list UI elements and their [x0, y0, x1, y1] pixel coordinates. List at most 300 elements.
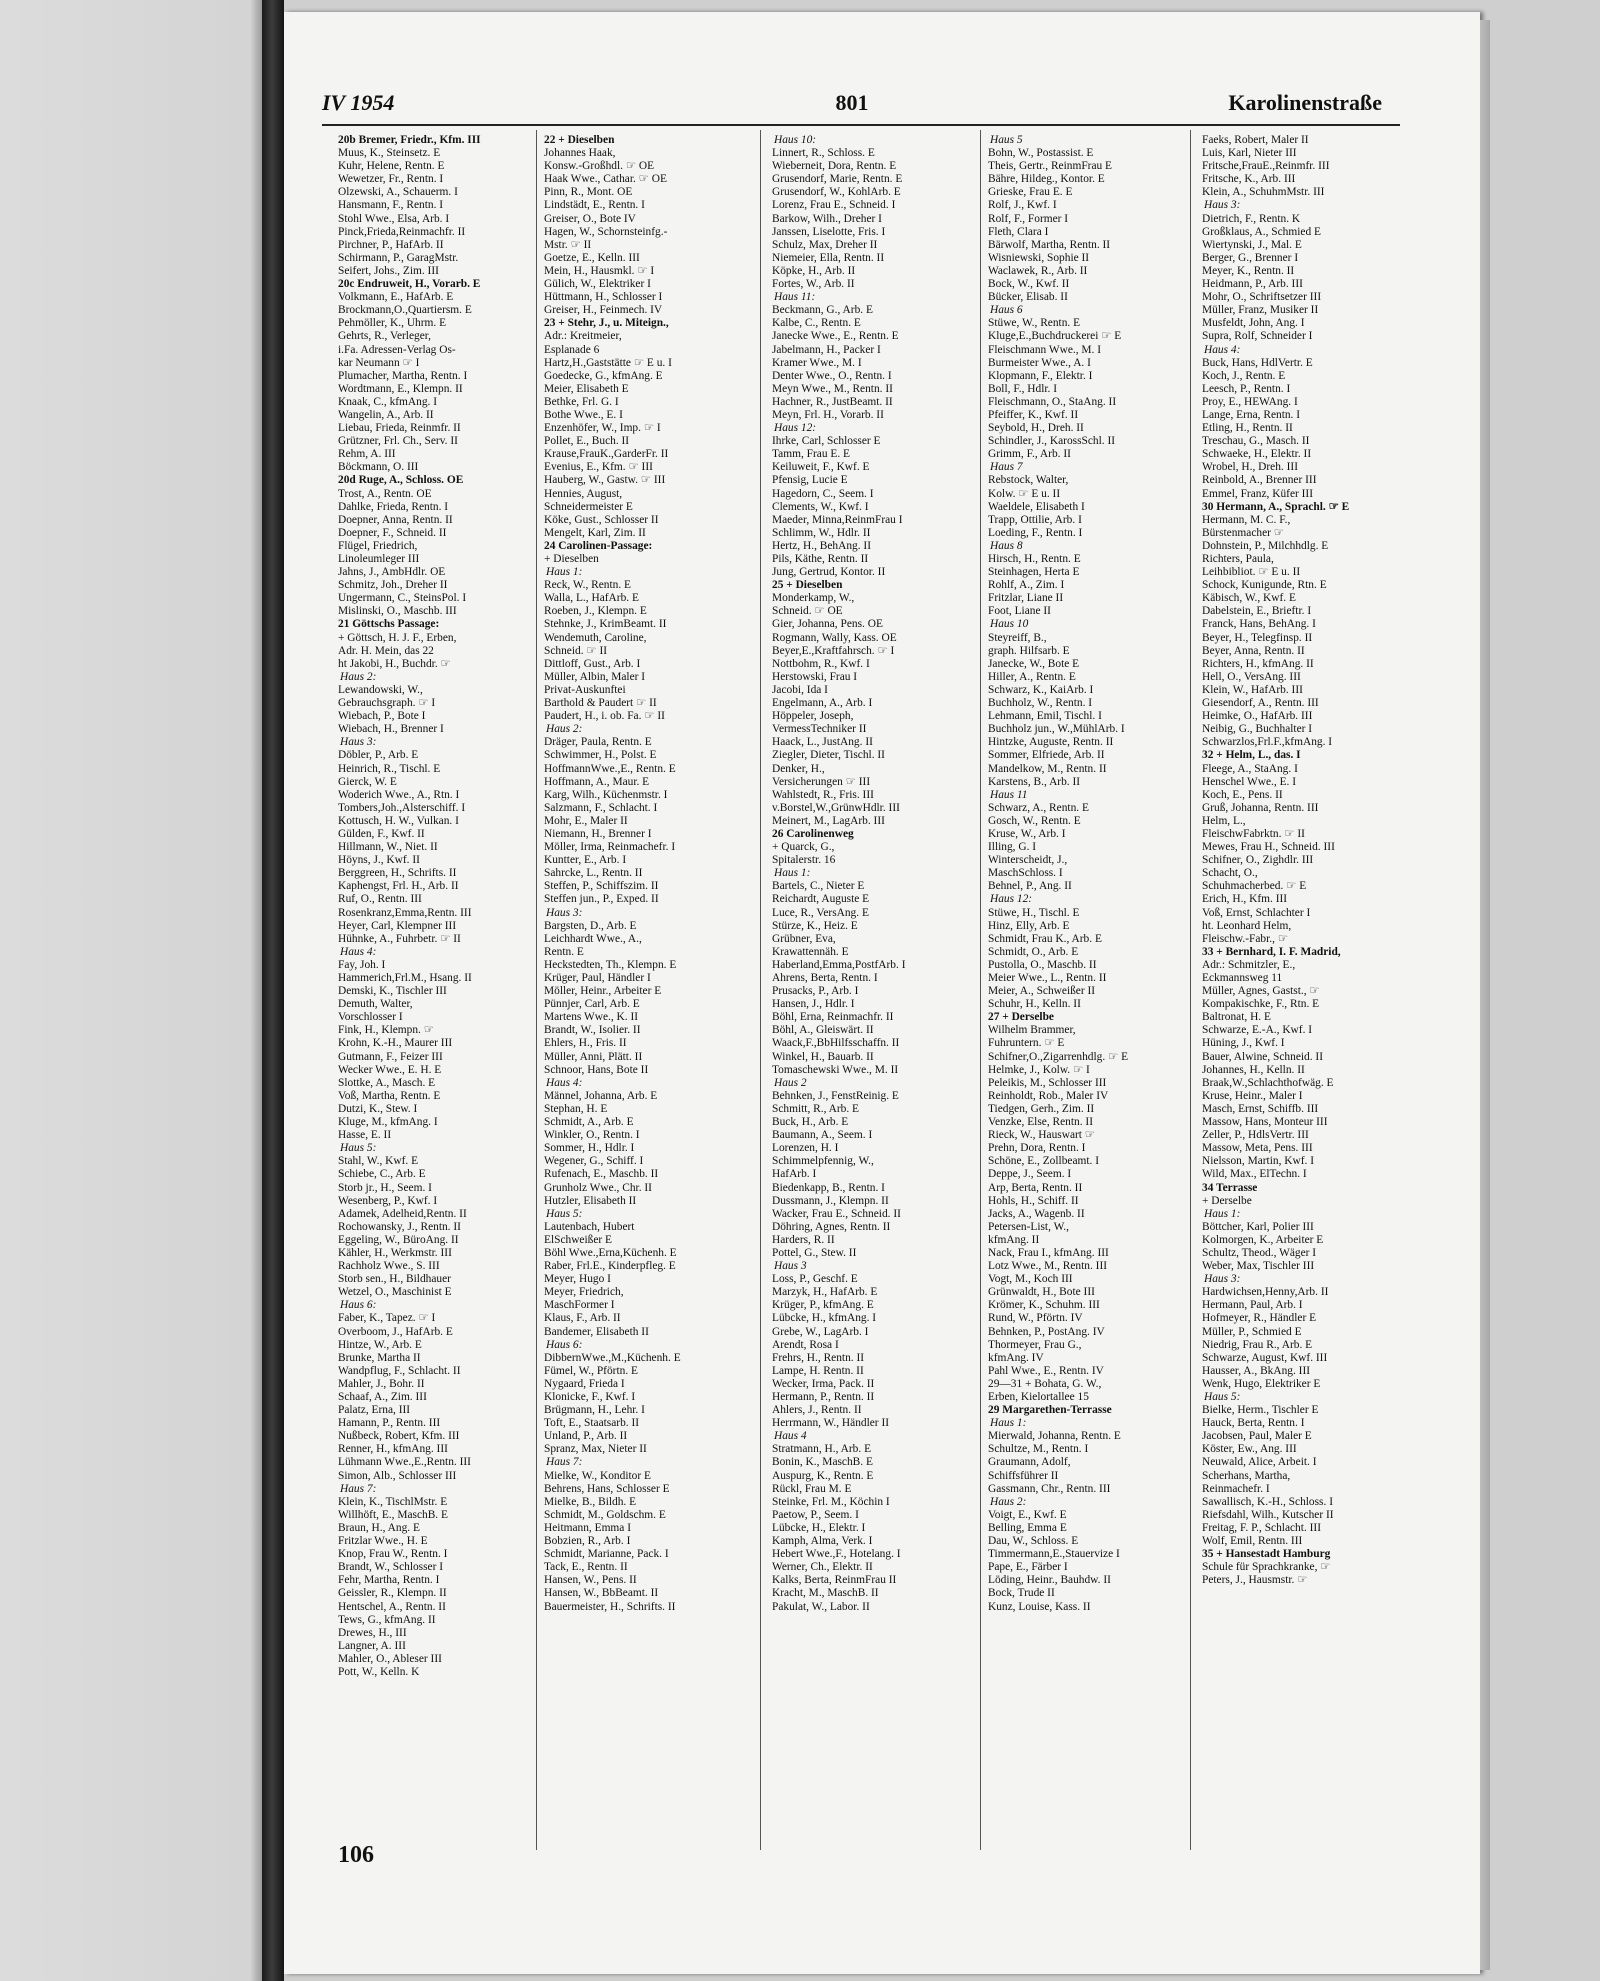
directory-entry: Höppeler, Joseph,	[772, 710, 854, 723]
directory-entry: Hintzke, Auguste, Rentn. II	[988, 736, 1114, 749]
directory-entry: Keiluweit, F., Kwf. E	[772, 461, 870, 474]
directory-entry: Rachholz Wwe., S. III	[338, 1260, 440, 1273]
directory-entry: Böckmann, O. III	[338, 461, 419, 474]
directory-entry: MaschFormer I	[544, 1299, 615, 1312]
directory-entry: Reinbold, A., Brenner III	[1202, 474, 1317, 487]
directory-entry: VermessTechniker II	[772, 723, 867, 736]
directory-entry: Mielke, W., Konditor E	[544, 1469, 651, 1482]
directory-entry: Dussmann, J., Klempn. II	[772, 1194, 889, 1207]
directory-entry: Koch, E., Pens. II	[1202, 788, 1283, 801]
directory-entry: Bock, Trude II	[988, 1587, 1055, 1600]
directory-entry: Pinck,Frieda,Reinmachfr. II	[338, 225, 466, 238]
directory-entry: HafArb. I	[772, 1168, 817, 1181]
directory-entry: Bobzien, R., Arb. I	[544, 1535, 631, 1548]
house-subheading: Haus 4	[774, 1430, 807, 1443]
header-rule	[322, 124, 1400, 126]
directory-entry: Engelmann, A., Arb. I	[772, 697, 873, 710]
directory-entry: Reinholdt, Rob., Maler IV	[988, 1089, 1109, 1102]
directory-entry: Krause,FrauK.,GarderFr. II	[544, 448, 669, 461]
directory-entry: Pustolla, O., Maschb. II	[988, 958, 1097, 971]
directory-entry: Denker, H.,	[772, 762, 825, 775]
directory-entry: Gülich, W., Elektriker I	[544, 278, 651, 291]
directory-entry: Wrobel, H., Dreh. III	[1202, 461, 1299, 474]
directory-entry: Maeder, Minna,ReinmFrau I	[772, 513, 903, 526]
directory-entry: Jacobi, Ida I	[772, 683, 828, 696]
directory-entry: Krüger, Paul, Händler I	[544, 972, 651, 984]
directory-entry: Gosch, W., Rentn. E	[988, 814, 1081, 827]
directory-entry: Hintze, W., Arb. E	[338, 1338, 422, 1351]
directory-entry: Lewandowski, W.,	[338, 683, 423, 696]
directory-entry: DibbernWwe.,M.,Küchenh. E	[544, 1351, 681, 1364]
directory-entry: Mstr. ☞ II	[544, 238, 592, 251]
directory-entry: Konsw.-Großhdl. ☞ OE	[544, 160, 655, 173]
directory-entry: Gierck, W. E	[338, 775, 397, 788]
directory-entry: Ungermann, C., SteinsPol. I	[338, 592, 467, 605]
directory-entry: Männel, Johanna, Arb. E	[544, 1089, 658, 1102]
directory-entry: Fleth, Clara I	[988, 225, 1049, 238]
directory-entry: Supra, Rolf, Schneider I	[1202, 330, 1313, 343]
directory-entry: HoffmannWwe.,E., Rentn. E	[544, 762, 676, 775]
directory-entry: Wiebach, P., Bote I	[338, 710, 426, 723]
directory-entry: Brandt, W., Schlosser I	[338, 1561, 444, 1574]
directory-entry: Kluge, M., kfmAng. I	[338, 1116, 438, 1129]
directory-entry: Mislinski, O., Maschb. III	[338, 605, 457, 618]
directory-entry: Behrens, Hans, Schlosser E	[544, 1482, 670, 1495]
directory-entry: Kluge,E.,Buchdruckerei ☞ E	[988, 330, 1122, 343]
directory-entry: ht Jakobi, H., Buchdr. ☞	[338, 657, 451, 670]
directory-entry: Denter Wwe., O., Rentn. I	[772, 369, 892, 382]
directory-entry: Köster, Ew., Ang. III	[1202, 1443, 1297, 1456]
directory-entry: Rentn. E	[544, 945, 584, 958]
directory-entry: Löding, Heinr., Bauhdw. II	[988, 1574, 1111, 1587]
directory-entry: Weber, Max, Tischler III	[1202, 1260, 1315, 1273]
directory-entry: Fehr, Martha, Rentn. I	[338, 1574, 440, 1587]
directory-entry: Fritzlar Wwe., H. E	[338, 1535, 428, 1548]
directory-entry: Faeks, Robert, Maler II	[1202, 134, 1309, 146]
directory-entry: Baumann, A., Seem. I	[772, 1129, 873, 1142]
directory-entry: Böhl, Erna, Reinmachfr. II	[772, 1011, 894, 1024]
directory-entry: Pfeiffer, K., Kwf. II	[988, 408, 1079, 421]
directory-entry: Raber, Frl.E., Kinderpfleg. E	[544, 1260, 676, 1273]
directory-entry: Fleischw.-Fabr., ☞	[1202, 932, 1289, 945]
directory-entry: kar Neumann ☞ I	[338, 356, 420, 369]
directory-entry: Schaaf, A., Zim. III	[338, 1391, 427, 1403]
directory-entry: Knop, Frau W., Rentn. I	[338, 1548, 448, 1561]
directory-entry: Muus, K., Steinsetz. E	[338, 147, 441, 160]
directory-entry: Pils, Käthe, Rentn. II	[772, 553, 869, 565]
house-subheading: Haus 1:	[990, 1417, 1027, 1430]
directory-entry: Grübner, Eva,	[772, 932, 836, 945]
directory-entry: Johannes Haak,	[544, 147, 616, 160]
directory-entry: Mielke, B., Bildh. E	[544, 1495, 637, 1508]
directory-entry: Herstowski, Frau I	[772, 670, 858, 683]
directory-entry: Mewes, Frau H., Schneid. III	[1202, 841, 1335, 854]
directory-entry: ElSchweißer E	[544, 1233, 613, 1246]
column-page-number: 801	[835, 90, 869, 115]
directory-entry: Meinert, M., LagArb. III	[772, 814, 885, 827]
directory-entry: Grieske, Frau E. E	[988, 186, 1073, 199]
directory-entry: Gier, Johanna, Pens. OE	[772, 618, 883, 631]
directory-entry: Goetze, E., Kelln. III	[544, 251, 640, 264]
directory-entry: Rosenkranz,Emma,Rentn. III	[338, 906, 472, 919]
directory-entry: 29—31 + Bohata, G. W.,	[988, 1377, 1102, 1390]
directory-entry: Winkel, H., Bauarb. II	[772, 1050, 874, 1063]
directory-entry: 26 Carolinenweg	[772, 827, 854, 840]
directory-entry: Heitmann, Emma I	[544, 1521, 631, 1534]
directory-entry: Rolf, F., Former I	[988, 212, 1069, 225]
directory-entry: Drewes, H., III	[338, 1626, 407, 1639]
directory-entry: Tiedgen, Gerh., Zim. II	[988, 1102, 1095, 1115]
directory-entry: Fleege, A., StaAng. I	[1202, 762, 1298, 775]
directory-entry: Venzke, Else, Rentn. II	[988, 1116, 1094, 1129]
directory-entry: Bohn, W., Postassist. E	[988, 147, 1094, 160]
directory-entry: Kunz, Louise, Kass. II	[988, 1600, 1091, 1613]
directory-entry: Arp, Berta, Rentn. II	[988, 1181, 1083, 1194]
directory-entry: Beyer, H., Telegfinsp. II	[1202, 631, 1313, 644]
directory-entry: Meyer, K., Rentn. II	[1202, 264, 1295, 277]
directory-entry: Mahler, J., Bohr. II	[338, 1377, 425, 1390]
house-subheading: Haus 5:	[1204, 1391, 1241, 1403]
directory-entry: Heidmann, P., Arb. III	[1202, 278, 1303, 291]
book-spine	[262, 0, 284, 1981]
directory-entry: Frehrs, H., Rentn. II	[772, 1351, 865, 1364]
directory-entry: Müller, P., Schmied E	[1202, 1325, 1302, 1338]
directory-entry: 21 Göttschs Passage:	[338, 618, 440, 631]
directory-entry: Voß, Martha, Rentn. E	[338, 1089, 441, 1102]
directory-entry: Rehm, A. III	[338, 448, 396, 461]
house-subheading: Haus 6:	[546, 1338, 583, 1351]
directory-entry: kfmAng. II	[988, 1233, 1040, 1246]
directory-entry: Pottel, G., Stew. II	[772, 1246, 857, 1259]
directory-entry: Peleikis, M., Schlosser III	[988, 1076, 1107, 1089]
directory-entry: Wewetzer, Fr., Rentn. I	[338, 173, 444, 186]
directory-entry: Schiebe, C., Arb. E	[338, 1168, 426, 1181]
directory-entry: Grimm, F., Arb. II	[988, 448, 1071, 461]
directory-entry: Franck, Hans, BehAng. I	[1202, 618, 1316, 631]
directory-entry: Langner, A. III	[338, 1639, 406, 1652]
directory-entry: Dau, W., Schloss. E	[988, 1535, 1079, 1548]
directory-entry: Haak Wwe., Cathar. ☞ OE	[544, 173, 667, 186]
directory-entry: Esplanade 6	[544, 343, 600, 356]
directory-entry: MaschSchloss. I	[988, 867, 1063, 880]
directory-entry: Möller, Heinr., Arbeiter E	[544, 985, 662, 998]
directory-entry: Gehrts, R., Verleger,	[338, 330, 431, 343]
house-subheading: Haus 6	[990, 304, 1023, 317]
directory-entry: Volkmann, E., HafArb. E	[338, 291, 454, 304]
directory-entry: Hillmann, W., Niet. II	[338, 841, 438, 854]
directory-entry: Pfensig, Lucie E	[772, 474, 848, 487]
directory-entry: Lübcke, H., Elektr. I	[772, 1521, 866, 1534]
directory-entry: Waclawek, R., Arb. II	[988, 264, 1088, 277]
directory-entry: Loss, P., Geschf. E	[772, 1273, 858, 1286]
directory-entry: Behnel, P., Ang. II	[988, 880, 1072, 893]
directory-entry: Hansen, W., Pens. II	[544, 1574, 637, 1587]
directory-entry: Waack,F.,BbHilfsschaffn. II	[772, 1037, 900, 1050]
directory-entry: Sahrcke, L., Rentn. II	[544, 867, 643, 880]
directory-entry: Janecke, W., Bote E	[988, 657, 1080, 670]
directory-entry: Schwaeke, H., Elektr. II	[1202, 448, 1312, 461]
directory-entry: Kähler, H., Werkmstr. III	[338, 1246, 452, 1259]
directory-entry: Niedrig, Frau R., Arb. E	[1202, 1338, 1313, 1351]
directory-entry: Fritzlar, Liane II	[988, 592, 1064, 605]
directory-entry: Haack, L., JustAng. II	[772, 736, 873, 749]
directory-entry: Schmitz, Joh., Dreher II	[338, 579, 448, 592]
directory-entry: Voigt, E., Kwf. E	[988, 1508, 1067, 1521]
directory-entry: Tews, G., kfmAng. II	[338, 1613, 436, 1626]
directory-entry: Jahns, J., AmbHdlr. OE	[338, 566, 446, 579]
directory-entry: Rogmann, Wally, Kass. OE	[772, 631, 897, 644]
directory-entry: Grebe, W., LagArb. I	[772, 1325, 869, 1338]
directory-entry: Riefsdahl, Wilh., Kutscher II	[1202, 1508, 1334, 1521]
directory-entry: Mohr, O., Schriftsetzer III	[1202, 291, 1322, 304]
directory-entry: Wenk, Hugo, Elektriker E	[1202, 1377, 1321, 1390]
directory-entry: Müller, Franz, Musiker II	[1202, 304, 1319, 317]
directory-entry: Hauck, Berta, Rentn. I	[1202, 1417, 1305, 1430]
directory-entry: Buchholz jun., W.,MühlArb. I	[988, 723, 1125, 736]
directory-entry: Lotz Wwe., M., Rentn. III	[988, 1260, 1108, 1273]
column-divider	[980, 130, 981, 1850]
directory-entry: Meier, Elisabeth E	[544, 382, 629, 395]
house-subheading: Haus 4:	[340, 945, 377, 958]
house-subheading: Haus 6:	[340, 1299, 377, 1312]
directory-entry: Hardwichsen,Henny,Arb. II	[1202, 1286, 1329, 1299]
directory-entry: Ruf, O., Rentn. III	[338, 893, 422, 906]
directory-entry: Klaus, F., Arb. II	[544, 1312, 621, 1325]
directory-entry: Dabelstein, E., Brieftr. I	[1202, 605, 1312, 618]
page-edge	[1480, 20, 1490, 1970]
directory-entry: Schmitt, R., Arb. E	[772, 1102, 860, 1115]
directory-entry: Prusacks, P., Arb. I	[772, 985, 859, 998]
directory-entry: Schneid. ☞ II	[544, 644, 608, 657]
directory-entry: Adr.: Schmitzler, E.,	[1202, 958, 1296, 971]
directory-entry: Ahrens, Berta, Rentn. I	[772, 972, 878, 984]
directory-entry: Schmidt, M., Goldschm. E	[544, 1508, 666, 1521]
directory-entry: Hiller, A., Rentn. E	[988, 670, 1076, 683]
directory-entry: Wangelin, A., Arb. II	[338, 408, 434, 421]
directory-entry: Haberland,Emma,PostfArb. I	[772, 958, 906, 971]
directory-entry: Ihrke, Carl, Schlosser E	[772, 435, 881, 448]
directory-entry: Hühnke, A., Fuhrbetr. ☞ II	[338, 932, 461, 945]
directory-entry: Hamann, P., Rentn. III	[338, 1417, 441, 1430]
directory-entry: Bothe Wwe., E. I	[544, 408, 623, 421]
directory-entry: Höyns, J., Kwf. II	[338, 854, 420, 867]
directory-entry: Arendt, Rosa I	[772, 1338, 839, 1351]
directory-entry: Grünwaldt, H., Bote III	[988, 1286, 1095, 1299]
directory-entry: Heckstedten, Th., Klempn. E	[544, 958, 677, 971]
directory-entry: Kolmorgen, K., Arbeiter E	[1202, 1233, 1324, 1246]
directory-entry: Kamph, Alma, Verk. I	[772, 1535, 873, 1548]
directory-entry: Stahl, W., Kwf. E	[338, 1155, 419, 1168]
directory-entry: Simon, Alb., Schlosser III	[338, 1469, 457, 1482]
directory-entry: Storb jr., H., Seem. I	[338, 1181, 432, 1194]
directory-entry: Bandemer, Elisabeth II	[544, 1325, 649, 1338]
directory-entry: Hohls, H., Schiff. II	[988, 1194, 1079, 1207]
directory-entry: Pott, W., Kelln. K	[338, 1665, 420, 1678]
directory-entry: Gutmann, F., Feizer III	[338, 1050, 443, 1063]
directory-entry: Massow, Hans, Monteur III	[1202, 1116, 1328, 1129]
directory-entry: Schlimm, W., Hdlr. II	[772, 526, 871, 539]
directory-entry: + Dieselben	[544, 553, 599, 565]
directory-entry: Vogt, M., Koch III	[988, 1273, 1073, 1286]
directory-entry: v.Borstel,W.,GrünwHdlr. III	[772, 801, 900, 814]
directory-entry: Woderich Wwe., A., Rtn. I	[338, 788, 460, 801]
directory-entry: Wild, Max., ElTechn. I	[1202, 1168, 1307, 1181]
house-subheading: Haus 8	[990, 539, 1023, 552]
directory-entry: Wacker, Frau E., Schneid. II	[772, 1207, 901, 1220]
directory-entry: Musfeldt, John, Ang. I	[1202, 317, 1305, 330]
directory-entry: Massow, Meta, Pens. III	[1202, 1142, 1313, 1155]
directory-entry: Schöne, E., Zollbeamt. I	[988, 1155, 1100, 1168]
directory-entry: Böhl Wwe.,Erna,Küchenh. E	[544, 1246, 677, 1259]
directory-entry: Tomaschewski Wwe., M. II	[772, 1063, 899, 1076]
directory-entry: Rebstock, Walter,	[988, 474, 1069, 487]
directory-entry: Greiser, O., Bote IV	[544, 212, 636, 225]
directory-entry: Klein, A., SchuhmMstr. III	[1202, 186, 1325, 199]
directory-entry: Bonin, K., MaschB. E	[772, 1456, 873, 1469]
directory-entry: Niemann, H., Brenner I	[544, 827, 652, 840]
directory-entry: Gruß, Johanna, Rentn. III	[1202, 801, 1319, 814]
directory-entry: Demski, K., Tischler III	[338, 985, 447, 998]
directory-entry: Goedecke, G., kfmAng. E	[544, 369, 663, 382]
directory-entry: Sommer, H., Hdlr. I	[544, 1142, 635, 1155]
directory-entry: Biedenkapp, B., Rentn. I	[772, 1181, 885, 1194]
directory-entry: Jung, Gertrud, Kontor. II	[772, 566, 886, 579]
directory-entry: Palatz, Erna, III	[338, 1404, 411, 1417]
directory-entry: Hüttmann, H., Schlosser I	[544, 291, 663, 304]
directory-entry: Gebrauchsgraph. ☞ I	[338, 697, 436, 710]
directory-entry: Wendemuth, Caroline,	[544, 631, 647, 644]
directory-entry: Klopmann, F., Elektr. I	[988, 369, 1093, 382]
directory-entry: Reichardt, Auguste E	[772, 893, 870, 906]
directory-entry: Grusendorf, W., KohlArb. E	[772, 186, 901, 199]
directory-entry: Kalbe, C., Rentn. E	[772, 317, 861, 330]
directory-entry: Wiebach, H., Brenner I	[338, 723, 444, 736]
directory-entry: Willhöft, E., MaschB. E	[338, 1508, 448, 1521]
directory-entry: Fritsche, K., Arb. III	[1202, 173, 1296, 186]
directory-entry: Rohlf, A., Zim. I	[988, 579, 1065, 592]
directory-entry: Berger, G., Brenner I	[1202, 251, 1299, 264]
directory-entry: Dahlke, Frieda, Rentn. I	[338, 500, 449, 513]
directory-entry: Wesenberg, P., Kwf. I	[338, 1194, 438, 1207]
directory-entry: Behnken, J., FenstReinig. E	[772, 1089, 899, 1102]
directory-entry: Neuwald, Alice, Arbeit. I	[1202, 1456, 1317, 1469]
directory-entry: Kracht, M., MaschB. II	[772, 1587, 879, 1600]
directory-entry: Treschau, G., Masch. II	[1202, 435, 1310, 448]
directory-entry: Luis, Karl, Nieter III	[1202, 147, 1297, 160]
directory-entry: Emmel, Franz, Küfer III	[1202, 487, 1314, 500]
directory-entry: Pehmöller, K., Uhrm. E	[338, 317, 447, 330]
directory-entry: Behnken, P., PostAng. IV	[988, 1325, 1105, 1338]
directory-entry: Waeldele, Elisabeth I	[988, 500, 1085, 513]
directory-entry: Prehn, Dora, Rentn. I	[988, 1142, 1086, 1155]
directory-entry: Steffen, P., Schiffszim. II	[544, 880, 659, 893]
directory-entry: Hirsch, H., Rentn. E	[988, 553, 1081, 565]
directory-entry: Heyer, Carl, Klempner III	[338, 919, 457, 932]
house-subheading: Haus 10:	[774, 134, 817, 146]
directory-entry: Mahler, O., Ableser III	[338, 1652, 442, 1665]
directory-entry: Bauer, Alwine, Schneid. II	[1202, 1050, 1324, 1063]
directory-entry: Kramer Wwe., M. I	[772, 356, 862, 369]
directory-entry: Schmidt, Frau K., Arb. E	[988, 932, 1102, 945]
directory-entry: Schwimmer, H., Polst. E	[544, 749, 657, 762]
directory-entry: Meier, A., Schweißer II	[988, 985, 1096, 998]
directory-entry: Kolw. ☞ E u. II	[988, 487, 1061, 500]
directory-entry: Leichhardt Wwe., A.,	[544, 932, 642, 945]
directory-entry: Barthold & Paudert ☞ II	[544, 697, 657, 710]
directory-entry: Jabelmann, H., Packer I	[772, 343, 881, 356]
directory-entry: Mandelkow, M., Rentn. II	[988, 762, 1107, 775]
directory-entry: Kompakischke, F., Rtn. E	[1202, 998, 1320, 1011]
directory-entry: Linnert, R., Schloss. E	[772, 147, 875, 160]
directory-entry: Mein, H., Hausmkl. ☞ I	[544, 264, 655, 277]
directory-entry: Illing, G. I	[988, 841, 1037, 854]
house-subheading: Haus 5:	[546, 1207, 583, 1220]
directory-entry: Hell, O., VersAng. III	[1202, 670, 1301, 683]
directory-entry: Helmke, J., Kolw. ☞ I	[988, 1063, 1090, 1076]
column-divider	[760, 130, 761, 1850]
directory-entry: Spranz, Max, Nieter II	[544, 1443, 647, 1456]
house-subheading: Haus 2	[774, 1076, 807, 1089]
directory-entry: Schwarze, August, Kwf. III	[1202, 1351, 1328, 1364]
directory-entry: Erich, H., Kfm. III	[1202, 893, 1288, 906]
directory-entry: Neibig, G., Buchhalter I	[1202, 723, 1313, 736]
directory-entry: Lindstädt, E., Rentn. I	[544, 199, 645, 212]
house-subheading: Haus 10	[990, 618, 1029, 631]
directory-entry: Möller, Irma, Reinmachefr. I	[544, 841, 676, 854]
directory-entry: 20d Ruge, A., Schloss. OE	[338, 474, 464, 487]
directory-entry: Boll, F., Hdlr. I	[988, 382, 1058, 395]
directory-entry: Böhl, A., Gleiswärt. II	[772, 1024, 874, 1037]
directory-entry: Bücker, Elisab. II	[988, 291, 1068, 304]
directory-entry: Peters, J., Hausmstr. ☞	[1202, 1574, 1308, 1587]
directory-entry: Stephan, H. E	[544, 1102, 608, 1115]
directory-entry: 20c Endruweit, H., Vorarb. E	[338, 278, 481, 291]
directory-entry: Böttcher, Karl, Polier III	[1202, 1220, 1314, 1233]
directory-entry: Werner, Ch., Elektr. II	[772, 1561, 873, 1574]
directory-entry: Plumacher, Martha, Rentn. I	[338, 369, 468, 382]
directory-entry: Grunholz Wwe., Chr. II	[544, 1181, 652, 1194]
directory-entry: Stüwe, H., Tischl. E	[988, 906, 1080, 919]
directory-entry: Klein, W., HafArb. III	[1202, 683, 1303, 696]
directory-entry: Kruse, Heinr., Maler I	[1202, 1089, 1303, 1102]
directory-entry: Pollet, E., Buch. II	[544, 435, 630, 448]
directory-entry: Kruse, W., Arb. I	[988, 827, 1066, 840]
directory-entry: Brunke, Martha II	[338, 1351, 421, 1364]
directory-entry: Schneidermeister E	[544, 500, 633, 513]
directory-entry: Schultz, Theod., Wäger I	[1202, 1246, 1317, 1259]
directory-entry: Krömer, K., Schuhm. III	[988, 1299, 1100, 1312]
house-subheading: Haus 4:	[546, 1076, 583, 1089]
directory-entry: Bauermeister, H., Schrifts. II	[544, 1600, 676, 1613]
house-subheading: Haus 2:	[546, 723, 583, 736]
directory-entry: Hermann, M. C. F.,	[1202, 513, 1291, 526]
directory-entry: Evenius, E., Kfm. ☞ III	[544, 461, 653, 474]
directory-entry: Grützner, Frl. Ch., Serv. II	[338, 435, 458, 448]
directory-entry: Stohl Wwe., Elsa, Arb. I	[338, 212, 450, 225]
directory-entry: Brandt, W., Isolier. II	[544, 1024, 641, 1037]
directory-entry: Hagen, W., Schornsteinfg.-	[544, 225, 668, 238]
directory-entry: Seifert, Johs., Zim. III	[338, 264, 439, 277]
directory-entry: i.Fa. Adressen-Verlag Os-	[338, 343, 456, 356]
directory-entry: Adamek, Adelheid,Rentn. II	[338, 1207, 467, 1220]
directory-entry: Luce, R., VersAng. E	[772, 906, 869, 919]
directory-entry: Eckmannsweg 11	[1202, 972, 1283, 984]
directory-entry: 24 Carolinen-Passage:	[544, 539, 653, 552]
directory-entry: Schimmelpfennig, W.,	[772, 1155, 874, 1168]
directory-entry: Kottusch, H. W., Vulkan. I	[338, 814, 459, 827]
directory-entry: Overboom, J., HafArb. E	[338, 1325, 453, 1338]
directory-entry: Proy, E., HEWAng. I	[1202, 395, 1298, 408]
